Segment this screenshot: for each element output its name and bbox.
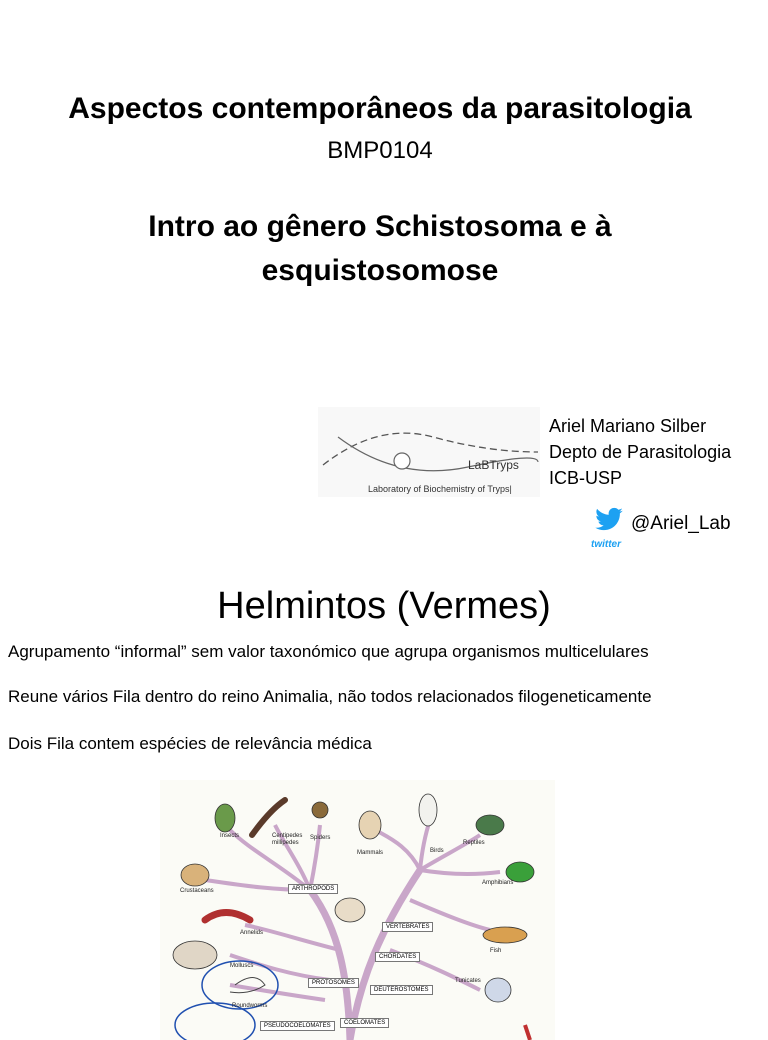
bullet-item: Dois Fila contem espécies de relevância médica <box>8 734 372 753</box>
tree-label-spiders: Spiders <box>310 835 331 841</box>
author-institution: ICB-USP <box>549 468 623 488</box>
bullet-item: Reune vários Fila dentro do reino Animalia, não todos relacionados filogeneticamente <box>8 687 652 706</box>
clade-box-pseudocoelomates: PSEUDOCOELOMATES <box>260 1021 335 1031</box>
tree-label-tunicates: Tunicates <box>455 978 481 984</box>
twitter-block <box>586 503 736 559</box>
tree-label-molluscs: Molluscs <box>230 963 254 969</box>
phylogenetic-tree-figure <box>160 780 555 1040</box>
tree-label-amphibians: Amphibians <box>482 880 514 886</box>
clade-box-coelomates: COELOMATES <box>340 1018 389 1028</box>
logo-name: LaBTryps <box>468 458 519 472</box>
clade-box-chordates: CHORDATES <box>375 952 420 962</box>
clade-box-deuterostomes: DEUTEROSTOMES <box>370 985 433 995</box>
tree-label-centipedes: Centipedes millipedes <box>272 833 303 846</box>
tree-label-annelids: Annelids <box>240 930 264 936</box>
tree-label-mammals: Mammals <box>357 850 384 856</box>
clade-box-vertebrates: VERTEBRATES <box>382 922 433 932</box>
twitter-wordmark: twitter <box>591 539 621 550</box>
tree-label-roundworms: Roundworms <box>232 1003 268 1009</box>
tree-label-crustaceans: Crustaceans <box>180 888 214 894</box>
twitter-handle: @Ariel_Lab <box>631 513 731 534</box>
slide-subtitle <box>60 205 700 293</box>
author-department: Depto de Parasitologia <box>549 442 732 462</box>
twitter-bird-icon <box>594 507 624 533</box>
slide-title: Aspectos contemporâneos da parasitologia <box>68 92 692 125</box>
tree-label-insects: Insects <box>220 833 240 839</box>
subtitle-line-1: Intro ao gênero Schistosoma e à <box>148 210 612 243</box>
logo-tagline: Laboratory of Biochemistry of Tryps| <box>368 484 512 494</box>
tree-label-reptiles: Reptiles <box>463 840 485 846</box>
tree-label-birds: Birds <box>430 848 444 854</box>
bullet-item: Agrupamento “informal” sem valor taxonómico que agrupa organismos multicelulares <box>8 642 649 661</box>
clade-box-arthropods: ARTHROPODS <box>288 884 338 894</box>
slide-heading: Helmintos (Vermes) <box>217 585 551 627</box>
labtryps-logo <box>318 407 540 497</box>
tree-label-fish: Fish <box>490 948 502 954</box>
author-block <box>549 413 731 491</box>
helminths-slide <box>0 575 768 1029</box>
author-name: Ariel Mariano Silber <box>549 416 707 436</box>
clade-box-protostomes: PROTOSOMES <box>308 978 359 988</box>
course-code: BMP0104 <box>327 137 433 164</box>
subtitle-line-2: esquistosomose <box>261 254 499 287</box>
tree-branches-graphic <box>160 780 555 1040</box>
